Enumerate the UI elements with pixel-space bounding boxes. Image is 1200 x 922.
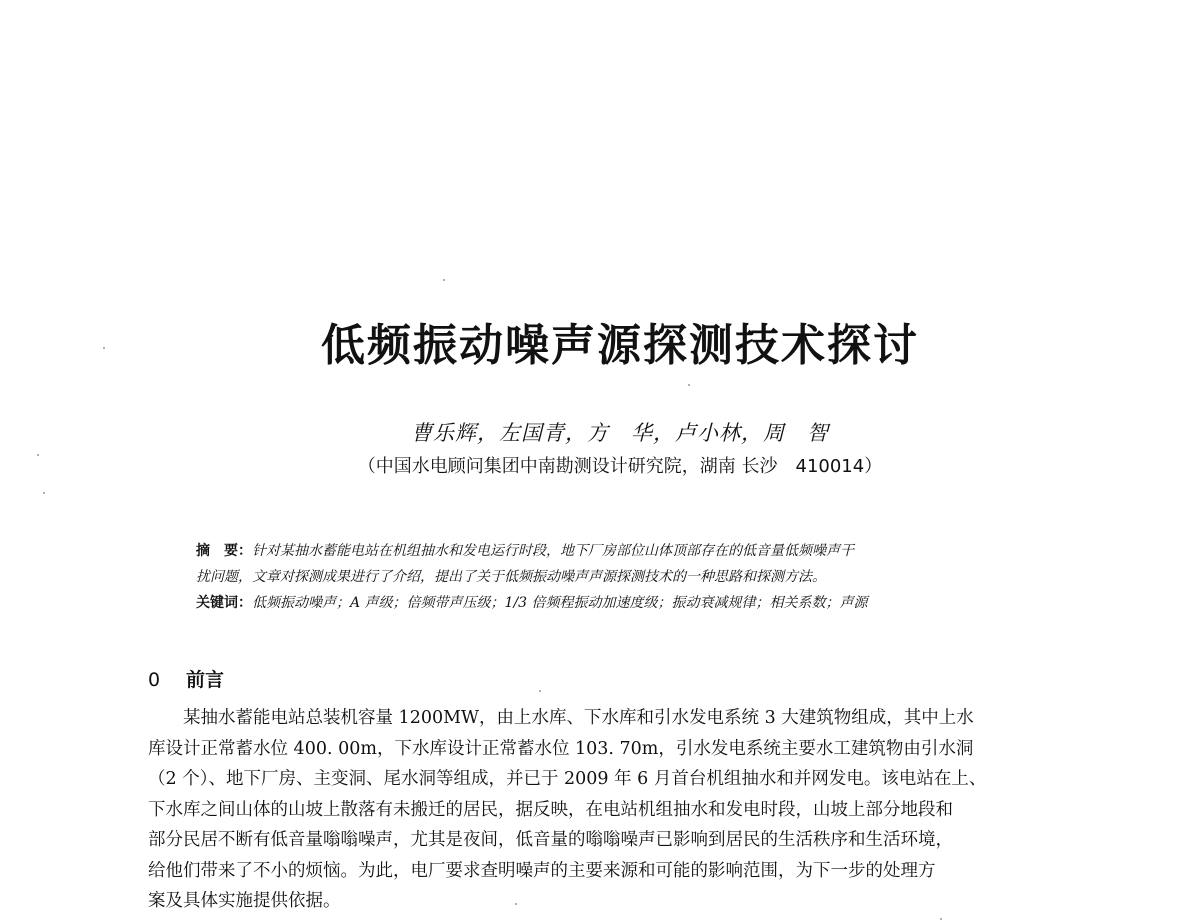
- scan-speck: [37, 454, 39, 456]
- scan-speck: [940, 918, 942, 920]
- body-line: 库设计正常蓄水位 400. 00m，下水库设计正常蓄水位 103. 70m，引水发电系统主要水工建筑物由引水洞: [148, 738, 974, 759]
- scan-speck: [103, 347, 105, 349]
- body-line: 下水库之间山体的山坡上散落有未搬迁的居民，据反映，在电站机组抽水和发电时段，山坡上部分地段和: [148, 799, 953, 820]
- body-line: 部分民居不断有低音量嗡嗡噪声，尤其是夜间，低音量的嗡嗡噪声已影响到居民的生活秩序和生活环境，: [148, 830, 953, 850]
- abstract-label: 摘 要：: [196, 543, 252, 559]
- body-line: 给他们带来了不小的烦恼。为此，电厂要求查明噪声的主要来源和可能的影响范围，为下一步的处理方: [148, 860, 936, 881]
- keywords-label: 关键词：: [196, 595, 252, 611]
- abstract-text-2: 扰问题，文章对探测成果进行了介绍，提出了关于低频振动噪声声源探测技术的一种思路和探测方法。: [196, 569, 826, 585]
- scan-speck: [688, 384, 690, 386]
- keywords-text: 低频振动噪声；A 声级；倍频带声压级；1/3 倍频程振动加速度级；振动衰减规律；相关系数；声源: [252, 595, 868, 611]
- body-line: 案及具体实施提供依据。: [148, 891, 341, 911]
- paper-title: 低频振动噪声源探测技术探讨: [321, 320, 919, 371]
- abstract-line-1: [196, 538, 1086, 564]
- abstract-text-1: 针对某抽水蓄能电站在机组抽水和发电运行时段，地下厂房部位山体顶部存在的低音量低频噪声干: [252, 543, 854, 559]
- body-paragraph: [148, 703, 1088, 917]
- scan-speck: [443, 279, 445, 281]
- body-line: 某抽水蓄能电站总装机容量 1200MW，由上水库、下水库和引水发电系统 3 大建筑物组成，其中上水: [183, 708, 974, 728]
- abstract-line-2: [196, 564, 1086, 590]
- body-line: （2 个）、地下厂房、主变洞、尾水洞等组成，并已于 2009 年 6 月首台机组抽水和并网发电。该电站在上、: [148, 769, 987, 789]
- abstract-block: [196, 538, 1086, 616]
- section-number: 0: [148, 669, 161, 691]
- section-title: 前言: [186, 669, 225, 691]
- scan-speck: [43, 492, 45, 494]
- author-affiliation: （中国水电顾问集团中南勘测设计研究院，湖南 长沙 410014）: [357, 456, 883, 477]
- scan-speck: [515, 903, 517, 905]
- keywords-line: [196, 590, 1086, 616]
- scan-speck: [539, 690, 541, 692]
- author-list: 曹乐辉，左国青，方 华，卢小林，周 智: [411, 421, 829, 445]
- section-heading: [148, 665, 224, 695]
